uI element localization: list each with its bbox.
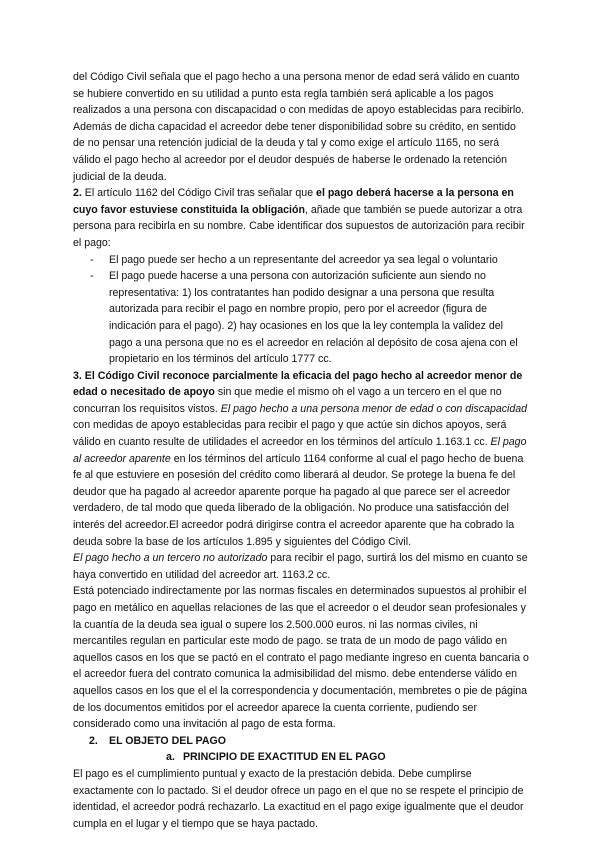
paragraph-fiscal: Está potenciado indirectamente por las normas fiscales en determinados supuestos al prohibir el pago en metálico en aquellas relaciones de las que el acreedor o el deudor sean profesionales y la cuantía de la deuda sea igual o supere los 2.500.000 euros. ni las normas civiles, ni mercantiles regulan en particular este modo de pago. se trata de un modo de pago válido en aquellos casos en los que se pactó en el contrato el pago mediante ingreso en cuenta bancaria o el acreedor fuera del contrato comunica la admisibilidad del mismo. debe entenderse válido en aquellos casos en los que el el la correspondencia y documentación, membretes o pie de página de los documentos emitidos por el acreedor aparece la cuenta corriente, pudiendo ser considerado como una invitación al pago de esta forma. (73, 585, 529, 731)
paragraph-third-party (73, 550, 529, 583)
paragraph-capacity: del Código Civil señala que el pago hecho a una persona menor de edad será válido en cuanto se hubiere convertido en su utilidad a punto esta regla también será aplicable a los pagos realizados a una persona con discapacidad o con medidas de apoyo establecidas para recibirlo. (73, 71, 525, 117)
authorization-list (73, 252, 529, 368)
subsection-letter: a. (166, 751, 175, 764)
text-segment: El artículo 1162 del Código Civil tras señalar que (84, 187, 314, 200)
text-segment: , añade que también se puede autorizar a otra persona para recibirla en su nombre. Cabe identificar dos supuestos de autorización para recibir el pago: (73, 203, 525, 249)
paragraph-exactitud: El pago es el cumplimiento puntual y exacto de la prestación debida. Debe cumplirse exactamente con lo pactado. Si el deudor ofrece un pago en el que no se respete el principio de identidad, el acreedor podrá rechazarlo. La exactitud en el pago exige igualmente que el deudor cumpla en el lugar y el tiempo que se haya pactado. (73, 767, 524, 830)
text-segment: sin que medie el mismo oh el vago a un tercero en el que no concurran los requisitos vistos. (73, 386, 502, 415)
paragraph-article-1162 (73, 185, 529, 251)
bold-segment: 3. El Código Civil reconoce parcialmente la eficacia del pago hecho al acreedor menor de edad o necesitado de apoyo (73, 369, 523, 399)
text-segment: en los términos del artículo 1164 conforme al cual el pago hecho de buena fe al que estuviere en posesión del crédito como liberará al deudor. Se protege la buena fe del deudor que ha pagado al acreedor aparente porque ha pagado al que parece ser el acreedor verdadero, de tal modo que queda liberado de la obligación. No produce una satisfacción del interés del acreedor.El acreedor podrá dirigirse contra el acreedor aparente que ha cobrado la deuda sobre la base de los artículos 1.895 y siguientes del Código Civil. (73, 452, 524, 548)
subsection-heading (73, 749, 529, 766)
list-item: - El pago puede hacerse a una persona con autorización suficiente aun siendo no representativa: 1) los contratantes han podido designar a una persona que resulta autorizada para recibir el pago en nombre propio, pero por el acreedor (figura de indicación para el pago). 2) hay ocasiones en los que la ley contempla la validez del pago a una persona que no es el acreedor en relación al depósito de cosa ajena con el propietario en los términos del artículo 1777 cc. (109, 268, 529, 368)
subsection-title: PRINCIPIO DE EXACTITUD EN EL PAGO (182, 751, 386, 764)
italic-segment: El pago al acreedor aparente (73, 436, 527, 465)
section-heading (73, 733, 529, 750)
text-segment: para recibir el pago, surtirá los del mismo en cuanto se haya convertido en utilidad del acreedor art. 1163.2 cc. (73, 552, 528, 581)
italic-segment: El pago hecho a una persona menor de edad o con discapacidad (220, 402, 528, 415)
section-title: EL OBJETO DEL PAGO (109, 734, 226, 747)
paragraph-disponibilidad: Además de dicha capacidad el acreedor debe tener disponibilidad sobre su crédito, en sentido de no pensar una retención judicial de la deuda y tal y como exige el artículo 1165, no será válido el pago hecho al acreedor por el deudor después de haberse le ordenado la retención judicial de la deuda. (73, 120, 516, 183)
section-number: 2. (89, 734, 98, 747)
italic-segment: El pago hecho a un tercero no autorizado (73, 552, 268, 565)
bold-segment: el pago deberá hacerse a la persona en cuyo favor estuviese constituida la obligación (73, 187, 514, 216)
list-item: - El pago puede ser hecho a un representante del acreedor ya sea legal o voluntario (109, 252, 529, 269)
paragraph-number: 2. (73, 187, 82, 200)
text-segment: con medidas de apoyo establecidas para recibir el pago y que actúe sin dichos apoyos, será válido en cuanto resulte de utilidades el acreedor en los términos del artículo 1.163.1 cc. (73, 419, 507, 449)
document-body (73, 69, 529, 832)
paragraph-partial-efficacy (73, 368, 529, 551)
